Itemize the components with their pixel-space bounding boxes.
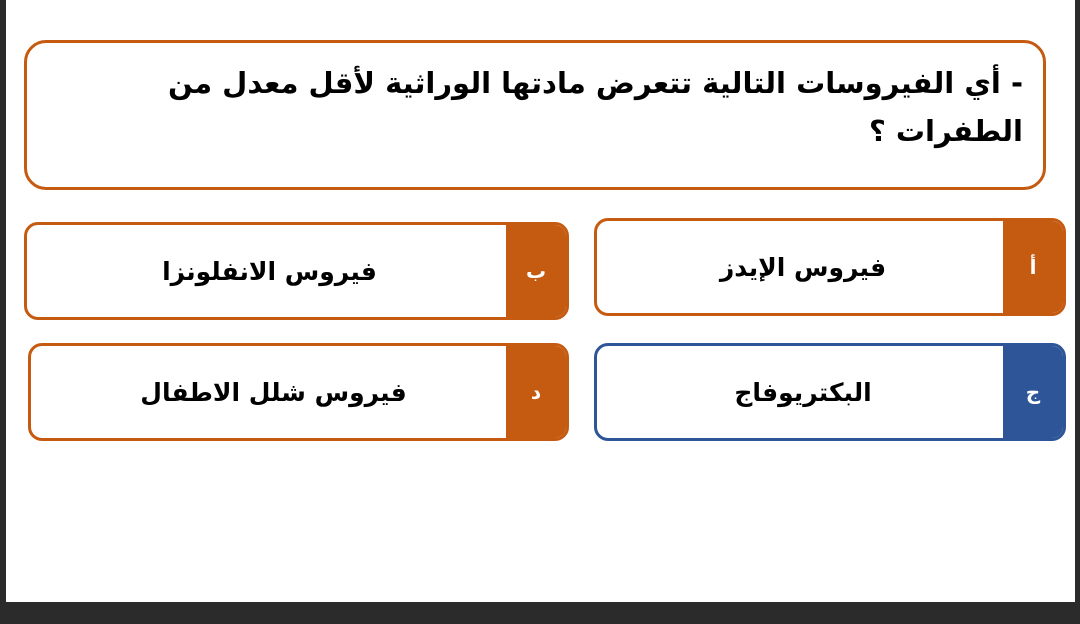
- option-d[interactable]: [28, 343, 569, 441]
- quiz-slide: [6, 0, 1075, 602]
- option-a-letter: أ: [1003, 221, 1063, 313]
- option-d-letter: د: [506, 346, 566, 438]
- option-d-label: فيروس شلل الاطفال: [140, 377, 407, 407]
- option-b[interactable]: [24, 222, 569, 320]
- option-a[interactable]: [594, 218, 1066, 316]
- option-c-label: البكتريوفاج: [734, 377, 872, 407]
- question-box: [24, 40, 1046, 190]
- option-c-letter: ج: [1003, 346, 1063, 438]
- option-c[interactable]: [594, 343, 1066, 441]
- question-text: - أي الفيروسات التالية تتعرض مادتها الوراثية لأقل معدل من الطفرات ؟: [168, 66, 1023, 148]
- option-b-label: فيروس الانفلونزا: [162, 256, 377, 286]
- option-b-letter: ب: [506, 225, 566, 317]
- option-a-label: فيروس الإيدز: [719, 252, 887, 282]
